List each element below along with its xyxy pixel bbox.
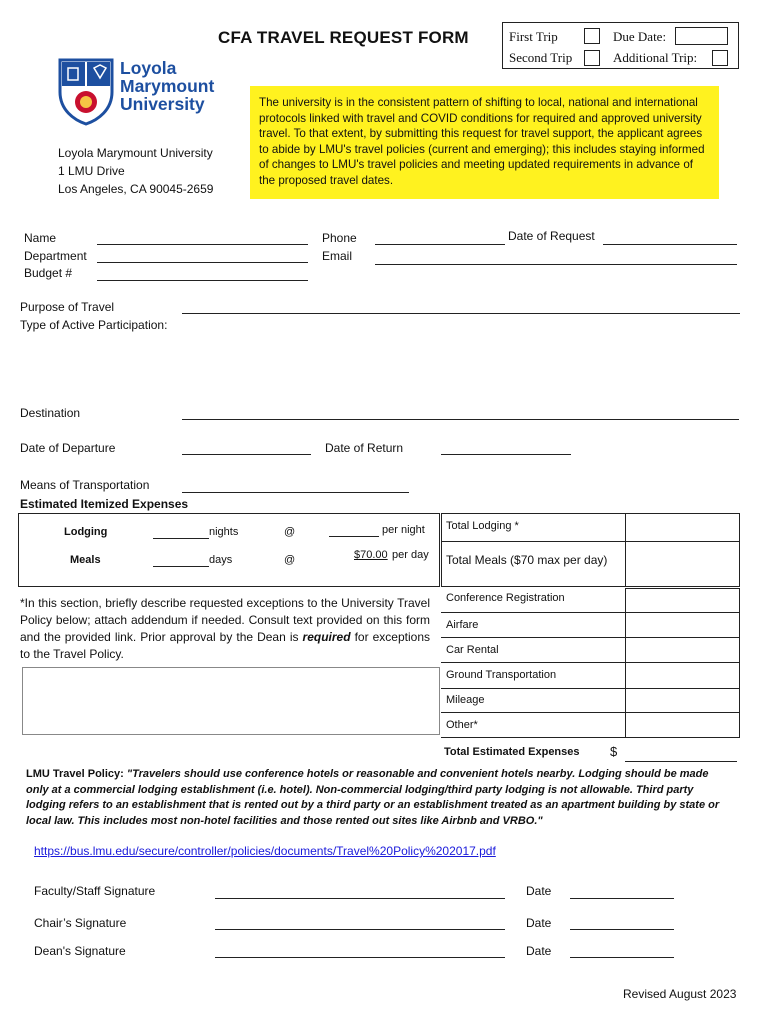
trip-info-box: [502, 22, 739, 69]
exceptions-textbox[interactable]: [22, 667, 440, 735]
faculty-signature-label: Faculty/Staff Signature: [34, 884, 156, 898]
date-label-3: Date: [526, 944, 552, 958]
row-divider: [441, 712, 740, 713]
row-divider: [441, 637, 740, 638]
total-meals-label: Total Meals ($70 max per day): [446, 553, 608, 567]
covid-notice: The university is in the consistent pattern of shifting to local, national and international protocols linked with travel and COVID conditions for required and approved university travel. To that extent, by submitting this request for travel support, the applicant agrees to abide by LMU's travel policies (current and emerging); this includes staying informed of changes to LMU's travel policies and meeting updated requirements in advance of the proposed travel dates.: [250, 86, 719, 199]
ground-transport-label: Ground Transportation: [446, 669, 557, 681]
department-label: Department: [24, 249, 87, 263]
nights-field[interactable]: [153, 538, 209, 539]
address-line-1: Loyola Marymount University: [58, 146, 213, 160]
return-label: Date of Return: [325, 441, 404, 455]
first-trip-checkbox[interactable]: [584, 28, 600, 44]
purpose-field[interactable]: [182, 313, 740, 314]
dean-signature-label: Dean's Signature: [34, 944, 126, 958]
additional-trip-label: Additional Trip:: [613, 50, 698, 65]
dean-date-field[interactable]: [570, 957, 674, 958]
logo-line-3: University: [120, 94, 205, 114]
address-line-3: Los Angeles, CA 90045-2659: [58, 182, 214, 196]
chair-signature-label: Chair’s Signature: [34, 916, 127, 930]
lodging-label: Lodging: [64, 526, 108, 538]
date-label-1: Date: [526, 884, 552, 898]
faculty-date-field[interactable]: [570, 898, 674, 899]
per-night-rate-field[interactable]: [329, 536, 379, 537]
exceptions-text-1: *In this section, briefly describe requested exceptions to the University Travel Policy below; attach addendum if needed. Consult text provided on this form and the provided link. Prior approval by the Dean is: [20, 596, 430, 644]
chair-signature-field[interactable]: [215, 929, 505, 930]
second-trip-label: Second Trip: [509, 50, 573, 65]
other-expenses-amount-column: [625, 588, 740, 738]
budget-label: Budget #: [24, 266, 73, 280]
travel-policy-text: [26, 767, 726, 829]
due-date-label: Due Date:: [613, 29, 667, 44]
per-day-label: per day: [389, 549, 429, 561]
faculty-signature-field[interactable]: [215, 898, 505, 899]
return-field[interactable]: [441, 454, 571, 455]
email-label: Email: [322, 249, 353, 263]
budget-field[interactable]: [97, 280, 308, 281]
total-meals-amount[interactable]: [625, 541, 740, 587]
at-symbol-2: @: [284, 554, 296, 566]
meal-rate: $70.00: [354, 549, 388, 561]
dollar-sign: $: [610, 744, 618, 759]
exceptions-instructions: [20, 595, 430, 663]
exceptions-required: required: [302, 630, 351, 644]
page-title: CFA TRAVEL REQUEST FORM: [218, 28, 469, 47]
exceptions-text-2: for exceptions to the Travel Policy.: [20, 630, 430, 661]
row-divider: [441, 612, 740, 613]
name-label: Name: [24, 231, 57, 245]
first-trip-label: First Trip: [509, 29, 558, 44]
conference-label: Conference Registration: [446, 592, 565, 604]
lmu-wordmark: [120, 59, 214, 113]
departure-field[interactable]: [182, 454, 311, 455]
phone-field[interactable]: [375, 244, 505, 245]
at-symbol-1: @: [284, 526, 296, 538]
phone-label: Phone: [322, 231, 357, 245]
date-of-request-field[interactable]: [603, 244, 737, 245]
policy-label: LMU Travel Policy:: [26, 768, 127, 780]
car-rental-label: Car Rental: [446, 644, 499, 656]
date-label-2: Date: [526, 916, 552, 930]
additional-trip-checkbox[interactable]: [712, 50, 728, 66]
university-address: [58, 144, 213, 198]
second-trip-checkbox[interactable]: [584, 50, 600, 66]
date-of-request-label: Date of Request: [508, 229, 595, 243]
airfare-label: Airfare: [446, 619, 479, 631]
department-field[interactable]: [97, 262, 308, 263]
participation-label: Type of Active Participation:: [20, 318, 168, 332]
lmu-shield-logo: [58, 58, 114, 126]
name-field[interactable]: [97, 244, 308, 245]
row-divider: [441, 737, 740, 738]
purpose-label: Purpose of Travel: [20, 300, 115, 314]
transport-field[interactable]: [182, 492, 409, 493]
logo-line-1: Loyola: [120, 58, 177, 78]
logo-line-2: Marymount: [120, 76, 215, 96]
destination-label: Destination: [20, 406, 81, 420]
row-divider: [441, 688, 740, 689]
meals-label: Meals: [70, 554, 101, 566]
revision-date: Revised August 2023: [623, 987, 737, 1001]
policy-body: "Travelers should use conference hotels or reasonable and convenient hotels nearby. Lodging should be made only at a commercial lodging establishment (i.e. hotel). Non-commercial lodging/third party lodging is not allowable. Third party lodging refers to an establishment that is rented out by a third party or an establishment treated as an apartment building by state or local law. This includes most non-hotel facilities and those rented out sites like Airbnb and VRBO.": [26, 768, 720, 827]
travel-policy-link[interactable]: https://bus.lmu.edu/secure/controller/policies/documents/Travel%20Policy%202017.pdf: [34, 844, 496, 858]
departure-label: Date of Departure: [20, 441, 116, 455]
address-line-2: 1 LMU Drive: [58, 164, 125, 178]
total-lodging-amount[interactable]: [625, 513, 740, 542]
days-field[interactable]: [153, 566, 209, 567]
nights-label: nights: [209, 526, 239, 538]
expenses-header: Estimated Itemized Expenses: [20, 497, 189, 511]
total-estimated-field[interactable]: [625, 761, 737, 762]
dean-signature-field[interactable]: [215, 957, 505, 958]
per-night-label: per night: [382, 524, 425, 536]
row-divider: [441, 662, 740, 663]
transport-label: Means of Transportation: [20, 478, 150, 492]
due-date-input[interactable]: [675, 27, 728, 45]
destination-field[interactable]: [182, 419, 739, 420]
total-estimated-label: Total Estimated Expenses: [444, 746, 580, 758]
email-field[interactable]: [375, 264, 737, 265]
mileage-label: Mileage: [446, 694, 485, 706]
days-label: days: [209, 554, 233, 566]
total-lodging-label: Total Lodging *: [446, 520, 519, 532]
other-expenses-label-column: [441, 588, 626, 738]
chair-date-field[interactable]: [570, 929, 674, 930]
other-label: Other*: [446, 719, 478, 731]
